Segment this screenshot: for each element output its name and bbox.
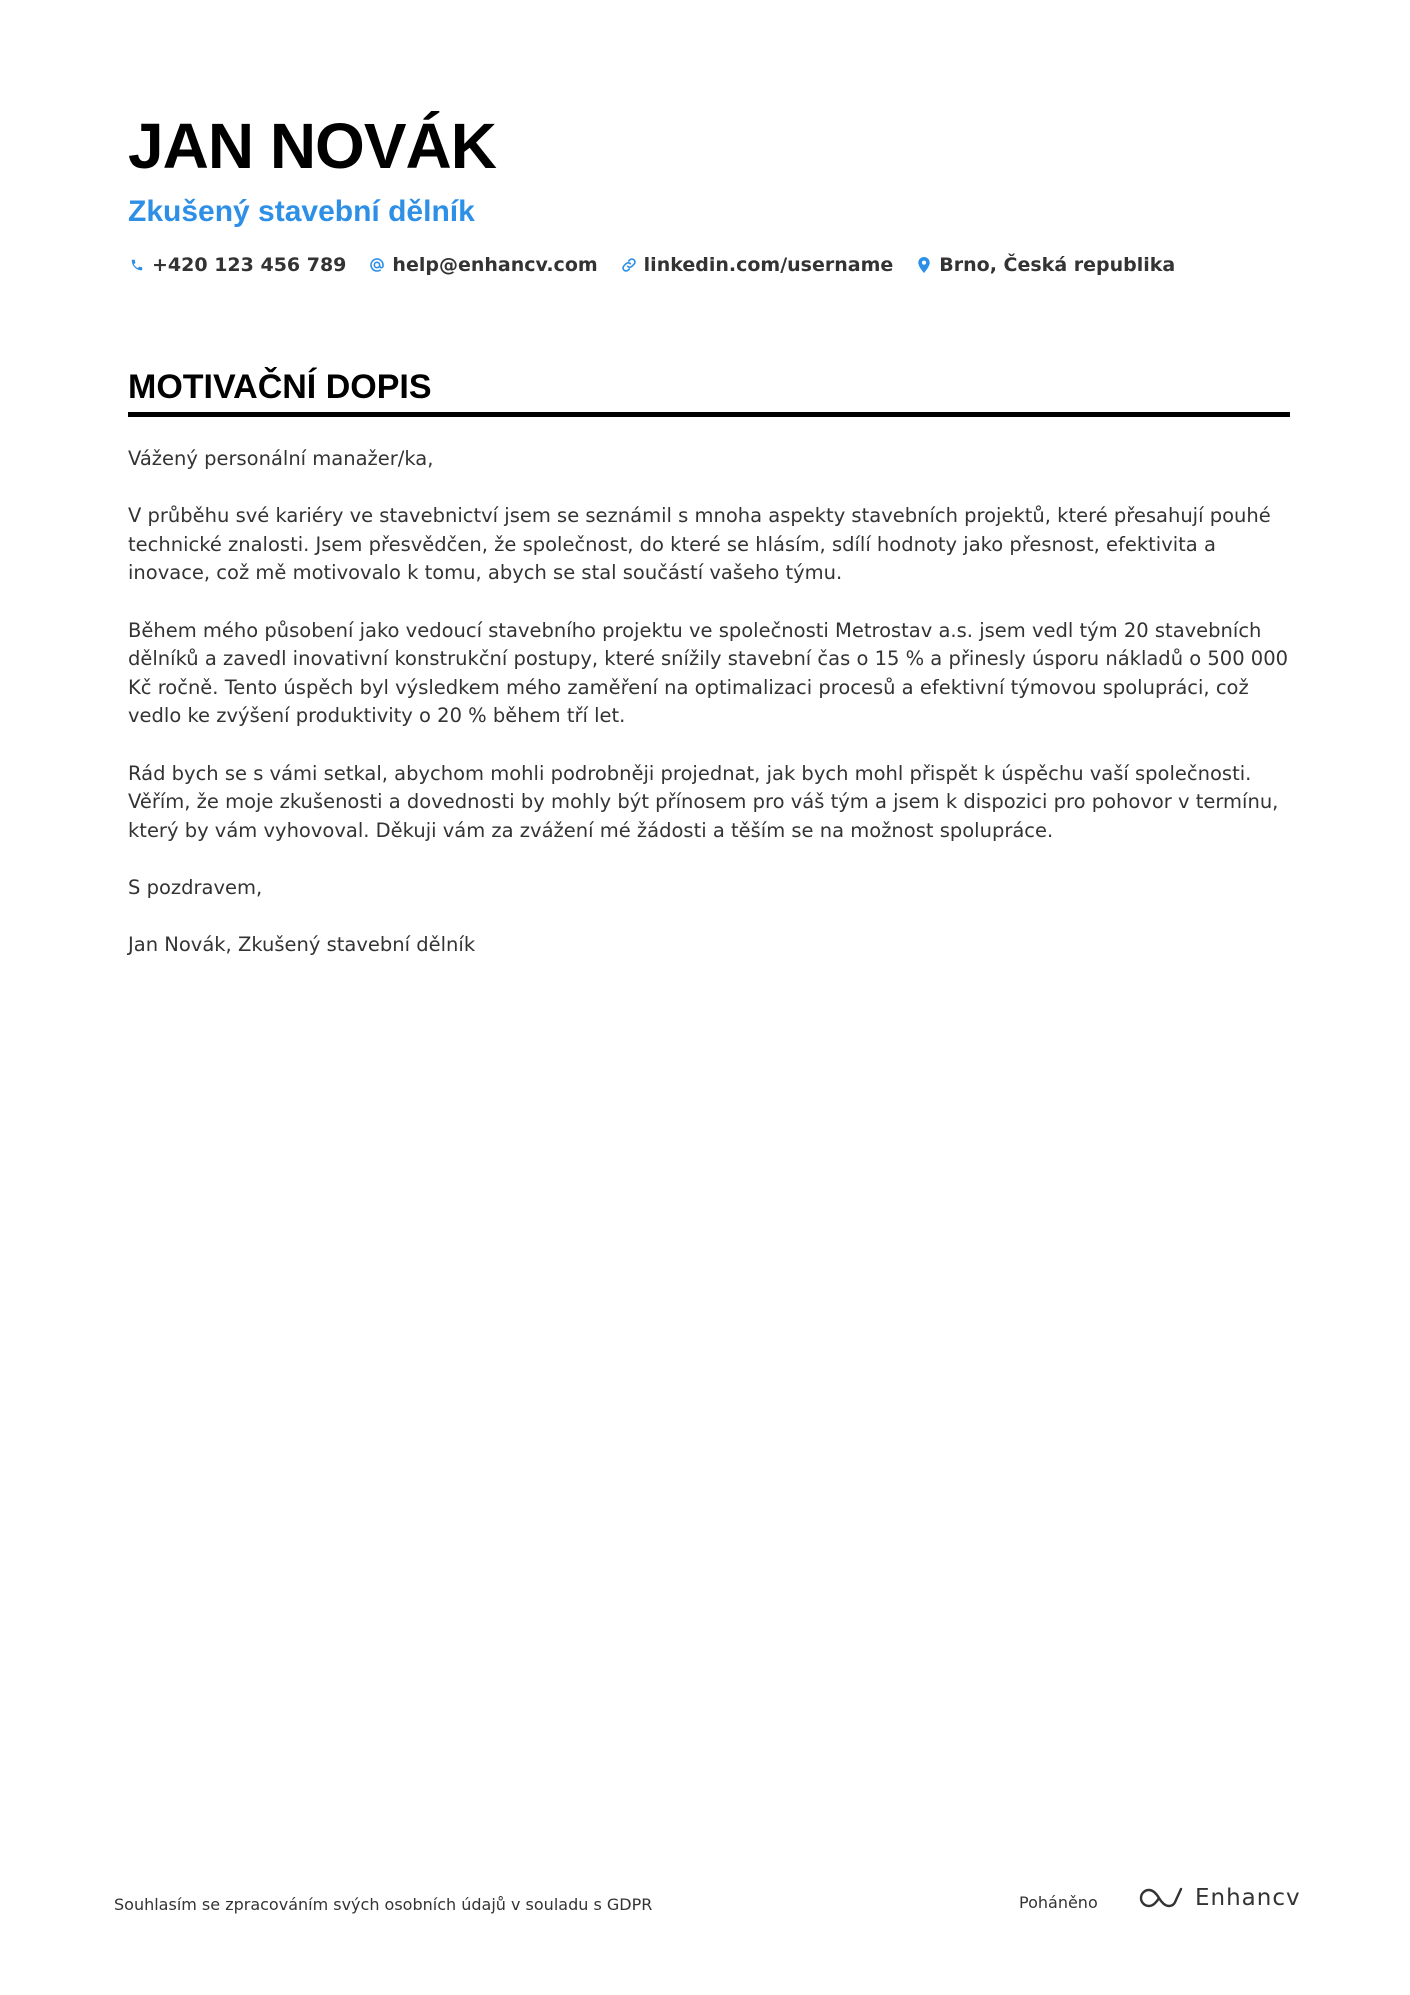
- at-icon: [368, 256, 386, 274]
- letter-closing: S pozdravem,: [128, 875, 263, 899]
- footer: [114, 1880, 1301, 1920]
- email-address[interactable]: help@enhancv.com: [392, 254, 598, 276]
- linkedin-url[interactable]: linkedin.com/username: [643, 254, 894, 276]
- enhancv-logo-icon: [1139, 1885, 1185, 1911]
- letter-paragraph: Během mého působení jako vedoucí stavebního projektu ve společnosti Metrostav a.s. jsem vedl tým 20 stavebních dělníků a zavedl inovativní konstrukční postupy, které snížily stavební čas o 15 % a přinesly úsporu nákladů o 500 000 Kč ročně. Tento úspěch byl výsledkem mého zaměření na optimalizaci procesů a efektivní týmovou spolupráci, což vedlo ke zvýšení produktivity o 20 % během tří let.: [128, 618, 1289, 728]
- contact-linkedin[interactable]: [620, 254, 894, 276]
- link-icon: [620, 256, 638, 274]
- phone-icon: [128, 256, 146, 274]
- gdpr-consent-text: Souhlasím se zpracováním svých osobních údajů v souladu s GDPR: [114, 1895, 653, 1914]
- letter-greeting: Vážený personální manažer/ka,: [128, 447, 434, 470]
- cover-letter-section: [128, 364, 1290, 988]
- letter-body: [128, 445, 1290, 960]
- letter-paragraph: Rád bych se s vámi setkal, abychom mohli podrobněji projednat, jak bych mohl přispět k úspěchu vaší společnosti. Věřím, že moje zkušenosti a dovednosti by mohly být přínosem pro váš tým a jsem k dispozici pro pohovor v termínu, který by vám vyhovoval. Děkuji vám za zvážení mé žádosti a těším se na možnost spolupráce.: [128, 761, 1279, 842]
- location-text: Brno, Česká republika: [939, 254, 1176, 276]
- contact-phone: [128, 254, 346, 276]
- applicant-name: JAN NOVÁK: [128, 110, 496, 182]
- section-title: MOTIVAČNÍ DOPIS: [128, 364, 1290, 417]
- location-pin-icon: [915, 256, 933, 274]
- brand-name: Enhancv: [1195, 1885, 1301, 1911]
- job-title: Zkušený stavební dělník: [128, 195, 475, 228]
- phone-number: +420 123 456 789: [152, 254, 347, 276]
- enhancv-logo[interactable]: [1139, 1885, 1301, 1911]
- contact-bar: [128, 254, 1288, 276]
- powered-by-label: Poháněno: [1019, 1893, 1098, 1912]
- letter-signature: Jan Novák, Zkušený stavební dělník: [128, 933, 476, 957]
- contact-email[interactable]: [368, 254, 597, 276]
- letter-paragraph: V průběhu své kariéry ve stavebnictví jsem se seznámil s mnoha aspekty stavebních projektů, které přesahují pouhé technické znalosti. Jsem přesvědčen, že společnost, do které se hlásím, sdílí hodnoty jako přesnost, efektivita a inovace, což mě motivovalo k tomu, abych se stal součástí vašeho týmu.: [128, 504, 1271, 585]
- contact-location: [915, 254, 1175, 276]
- header: [128, 106, 1288, 276]
